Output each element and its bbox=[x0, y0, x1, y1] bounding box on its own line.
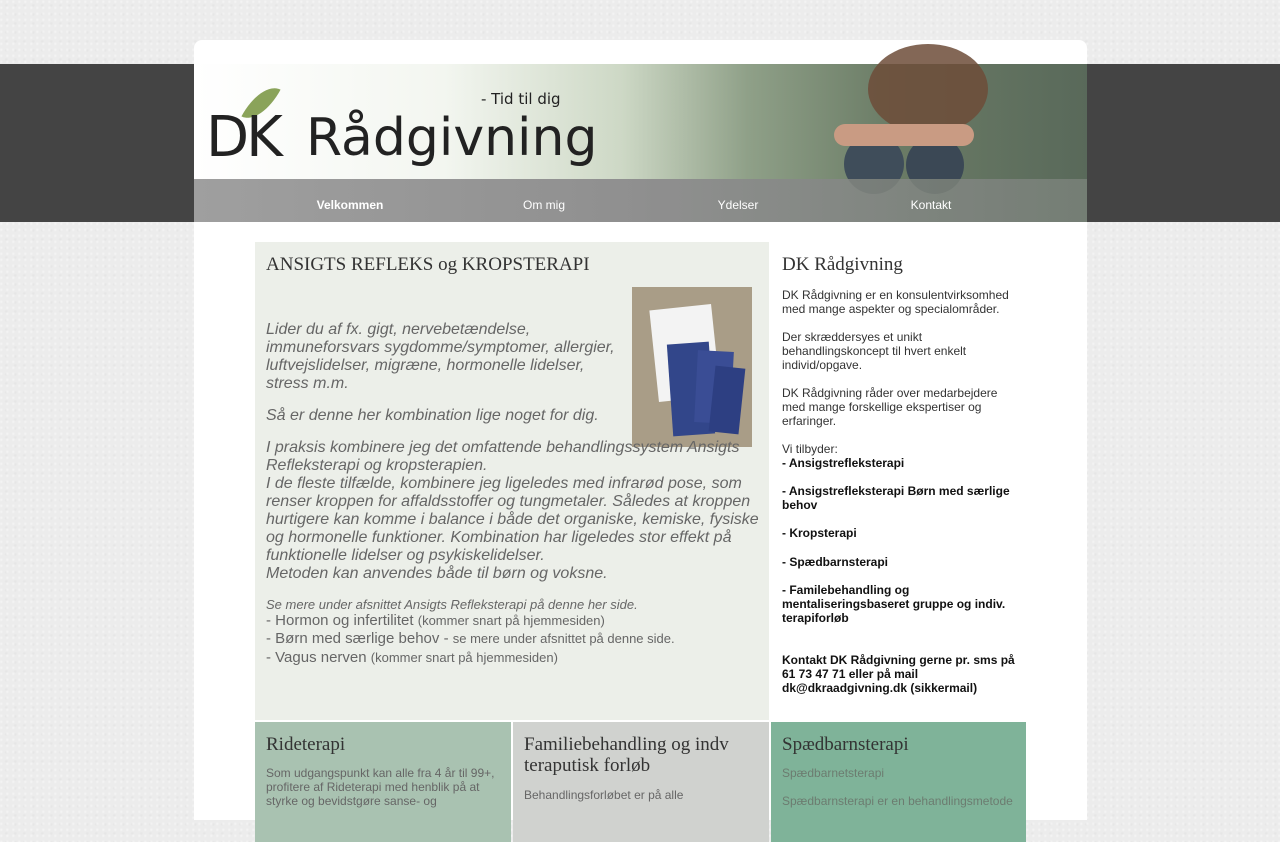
header-photo bbox=[814, 64, 1034, 179]
main-content bbox=[255, 242, 769, 720]
list-item-label: - Vagus nerven bbox=[266, 649, 367, 666]
intro-text: Lider du af fx. gigt, nervebetændelse, immuneforsvars sygdomme/symptomer, allergier, luftvejslidelser, migræne, hormonelle lidelser, stress m.m. bbox=[266, 321, 615, 392]
card-text: Spædbarnetsterapi bbox=[782, 766, 885, 780]
list-item bbox=[266, 649, 558, 666]
nav-item-ydelser[interactable]: Ydelser bbox=[717, 198, 759, 212]
card-rideterapi[interactable] bbox=[255, 722, 511, 842]
nav-item-om-mig[interactable]: Om mig bbox=[523, 198, 565, 212]
sidebar-title: DK Rådgivning bbox=[782, 254, 903, 275]
list-item-label: - Hormon og infertilitet bbox=[266, 612, 414, 629]
card-text: Behandlingsforløbet er på alle bbox=[524, 788, 684, 802]
list-item-note: (kommer snart på hjemmesiden) bbox=[370, 650, 558, 665]
nav-item-kontakt[interactable]: Kontakt bbox=[910, 198, 952, 212]
sidebar-text: DK Rådgivning råder over medarbejdere med mange forskellige ekspertiser og erfaringer. bbox=[782, 386, 998, 428]
more-info-note: Se mere under afsnittet Ansigts Refleksterapi på denne her side. bbox=[266, 597, 638, 612]
main-nav bbox=[194, 179, 1087, 222]
page-container bbox=[194, 40, 1087, 820]
method-line: I praksis kombinere jeg det omfattende behandlingssystem Ansigts Refleksterapi og kropsterapien. bbox=[266, 439, 740, 474]
method-line: I de fleste tilfælde, kombinere jeg ligeledes med infrarød pose, som renser kroppen for affaldsstoffer og tungmetaler. Således at kroppen hurtigere kan komme i balance i både det organiske, kemiske, fysiske og hormonelle funktioner. Kombination har ligeledes stor effekt på funktionelle lidelser og psykiskelidelser. bbox=[266, 475, 759, 564]
offer-label: Vi tilbyder: bbox=[782, 442, 838, 456]
offer-item: - Familebehandling og mentaliseringsbaseret gruppe og indiv. terapiforløb bbox=[782, 583, 1006, 625]
sidebar-text: DK Rådgivning er en konsulentvirksomhed med mange aspekter og specialområder. bbox=[782, 288, 1009, 316]
intro-tagline: Så er denne her kombination lige noget for dig. bbox=[266, 407, 599, 424]
method-line: Metoden kan anvendes både til børn og voksne. bbox=[266, 565, 608, 582]
offer-item: - Ansigstrefleksterapi Børn med særlige behov bbox=[782, 484, 1010, 512]
list-item-note: (kommer snart på hjemmesiden) bbox=[417, 613, 605, 628]
card-text: Som udgangspunkt kan alle fra 4 år til 99+, profitere af Rideterapi med henblik på at styrke og bevidstgøre sanse- og bbox=[266, 766, 495, 808]
contact-info: Kontakt DK Rådgivning gerne pr. sms på 61 73 47 71 eller på mail dk@dkraadgivning.dk (sikkermail) bbox=[782, 653, 1015, 695]
card-spaedbarnsterapi[interactable] bbox=[771, 722, 1026, 842]
brochure bbox=[709, 366, 746, 435]
logo-name[interactable]: Rådgivning bbox=[306, 108, 598, 168]
card-familiebehandling[interactable] bbox=[513, 722, 769, 842]
page-title: ANSIGTS REFLEKS og KROPSTERAPI bbox=[266, 254, 590, 275]
photo-arm bbox=[834, 124, 974, 146]
card-title: Rideterapi bbox=[266, 734, 346, 755]
nav-item-velkommen[interactable]: Velkommen bbox=[316, 198, 384, 212]
logo-dk[interactable]: DK bbox=[206, 105, 280, 170]
book-image bbox=[632, 287, 752, 447]
sidebar-text: Der skræddersyes et unikt behandlingskoncept til hvert enkelt individ/opgave. bbox=[782, 330, 967, 372]
card-text: Spædbarnsterapi er en behandlingsmetode bbox=[782, 794, 1013, 808]
list-item-note: se mere under afsnittet på denne side. bbox=[452, 631, 675, 646]
site-header bbox=[194, 64, 1087, 179]
logo-tagline: - Tid til dig bbox=[481, 90, 561, 108]
list-item bbox=[266, 630, 675, 647]
list-item-label: - Børn med særlige behov - bbox=[266, 630, 449, 647]
card-title: Spædbarnsterapi bbox=[782, 734, 909, 755]
photo-hair bbox=[868, 44, 988, 134]
method-text bbox=[266, 439, 761, 583]
list-item bbox=[266, 612, 605, 629]
card-title: Familiebehandling og indv teraputisk forløb bbox=[524, 734, 729, 776]
offer-item: - Kropsterapi bbox=[782, 526, 857, 540]
sidebar bbox=[782, 242, 1022, 720]
offer-item: - Spædbarnsterapi bbox=[782, 555, 889, 569]
offer-item: - Ansigstrefleksterapi bbox=[782, 456, 905, 470]
